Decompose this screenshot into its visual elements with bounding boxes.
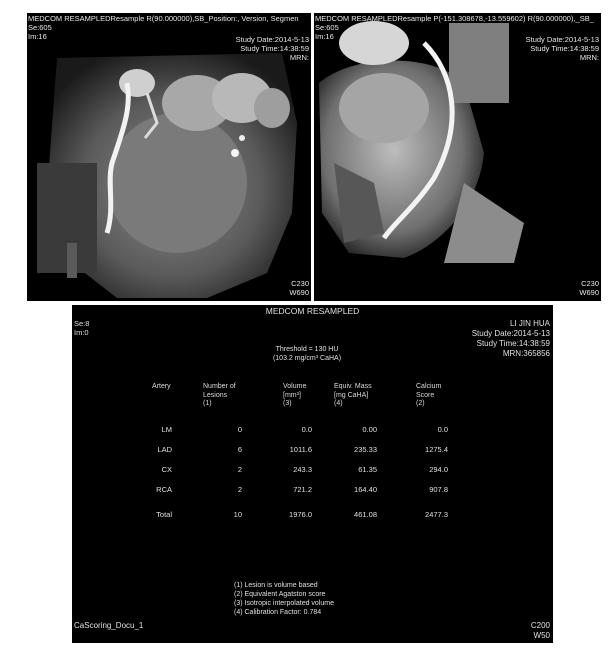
footnote: (2) Equivalent Agatston score <box>234 591 326 598</box>
top-left-study-date: Study Date:2014-5-13 <box>235 35 309 44</box>
report-title: MEDCOM RESAMPLED <box>265 306 360 316</box>
footnote: (3) Isotropic interpolated volume <box>234 600 334 607</box>
header-lesions <box>203 383 236 409</box>
header-score <box>416 383 441 409</box>
top-left-image-number: Im:16 <box>28 32 47 41</box>
header-mass-line2: [mg CaHA] <box>334 391 369 399</box>
top-left-mrn: MRN: <box>289 53 309 62</box>
cell-volume: 1976.0 <box>289 510 312 519</box>
cell-score: 294.0 <box>429 465 448 474</box>
threshold-label: Threshold = 130 HU <box>275 346 339 353</box>
cell-volume: 0.0 <box>301 425 312 434</box>
top-left-title: MEDCOM RESAMPLEDResample R(90.000000),SB_Position:, Version, Segmen <box>28 14 299 23</box>
header-lesions-line2: Lesions <box>203 391 228 399</box>
header-volume-line1: Volume <box>283 383 307 390</box>
top-left-study-time: Study Time:14:38:59 <box>240 44 309 53</box>
header-artery: Artery <box>152 383 171 390</box>
cell-lesions: 0 <box>237 425 242 434</box>
report-study-date: Study Date:2014-5-13 <box>471 329 550 338</box>
ct-image-coronary-right <box>314 13 601 301</box>
header-volume <box>283 383 306 409</box>
report-patient-name: LI JIN HUA <box>509 319 550 328</box>
cell-score: 1275.4 <box>425 445 448 454</box>
report-study-time: Study Time:14:38:59 <box>476 339 550 348</box>
cell-artery: RCA <box>156 485 172 494</box>
threshold-calibration: (103.2 mg/cm³ CaHA) <box>272 355 342 362</box>
header-score-line1: Calcium <box>416 383 442 390</box>
cell-mass: 461.08 <box>354 510 377 519</box>
header-mass-line3: (4) <box>334 400 343 407</box>
footnote: (4) Calibration Factor: 0.784 <box>234 609 322 616</box>
footnotes <box>234 581 334 617</box>
cell-artery: Total <box>156 510 172 519</box>
cell-score: 907.8 <box>429 485 448 494</box>
cell-mass: 235.33 <box>354 445 377 454</box>
cell-artery: CX <box>161 465 172 474</box>
cell-volume: 1011.6 <box>289 445 312 454</box>
cell-lesions: 6 <box>237 445 242 454</box>
cell-mass: 61.35 <box>358 465 377 474</box>
header-lesions-line3: (1) <box>203 400 212 407</box>
cell-artery: LAD <box>157 445 172 454</box>
cell-mass: 0.00 <box>362 425 377 434</box>
cell-lesions: 2 <box>237 465 242 474</box>
top-right-study-time: Study Time:14:38:59 <box>530 44 599 53</box>
header-mass-line1: Equiv. Mass <box>334 383 372 390</box>
header-volume-line3: (3) <box>283 400 292 407</box>
footnote: (1) Lesion is volume based <box>234 582 318 589</box>
report-series: Se:8 <box>74 319 90 328</box>
report-window-width: W50 <box>533 631 550 640</box>
calcium-score-report-viewport[interactable] <box>72 305 553 643</box>
top-right-window-center: C230 <box>581 279 599 288</box>
top-left-series: Se:605 <box>28 23 52 32</box>
top-right-title: MEDCOM RESAMPLEDResample P(-151.308678,-13.559602) R(90.000000),_SB_ <box>315 14 594 23</box>
cell-volume: 243.3 <box>293 465 312 474</box>
header-lesions-line1: Number of <box>203 383 236 390</box>
cell-score: 0.0 <box>437 425 448 434</box>
top-left-window-center: C230 <box>291 279 309 288</box>
header-volume-line2: [mm³] <box>283 391 301 399</box>
header-mass <box>334 383 372 409</box>
viewport-top-right[interactable] <box>314 13 601 301</box>
cell-artery: LM <box>161 425 172 434</box>
header-score-line3: (2) <box>416 400 425 407</box>
report-window-center: C200 <box>530 621 550 630</box>
cell-mass: 164.40 <box>354 485 377 494</box>
cell-score: 2477.3 <box>425 510 448 519</box>
viewport-top-left[interactable] <box>27 13 311 301</box>
top-right-series: Se:605 <box>315 23 339 32</box>
document-name: CaScoring_Docu_1 <box>74 621 144 630</box>
top-right-study-date: Study Date:2014-5-13 <box>525 35 599 44</box>
top-left-window-width: W690 <box>289 288 309 297</box>
cell-volume: 721.2 <box>293 485 312 494</box>
cell-lesions: 2 <box>237 485 242 494</box>
top-right-image-number: Im:16 <box>315 32 334 41</box>
ct-image-coronary-left <box>27 13 311 301</box>
cell-lesions: 10 <box>233 510 242 519</box>
top-right-window-width: W690 <box>579 288 599 297</box>
report-image-number: Im:0 <box>74 328 89 337</box>
header-score-line2: Score <box>416 391 435 399</box>
top-right-mrn: MRN: <box>579 53 599 62</box>
report-mrn: MRN:365856 <box>502 349 550 358</box>
